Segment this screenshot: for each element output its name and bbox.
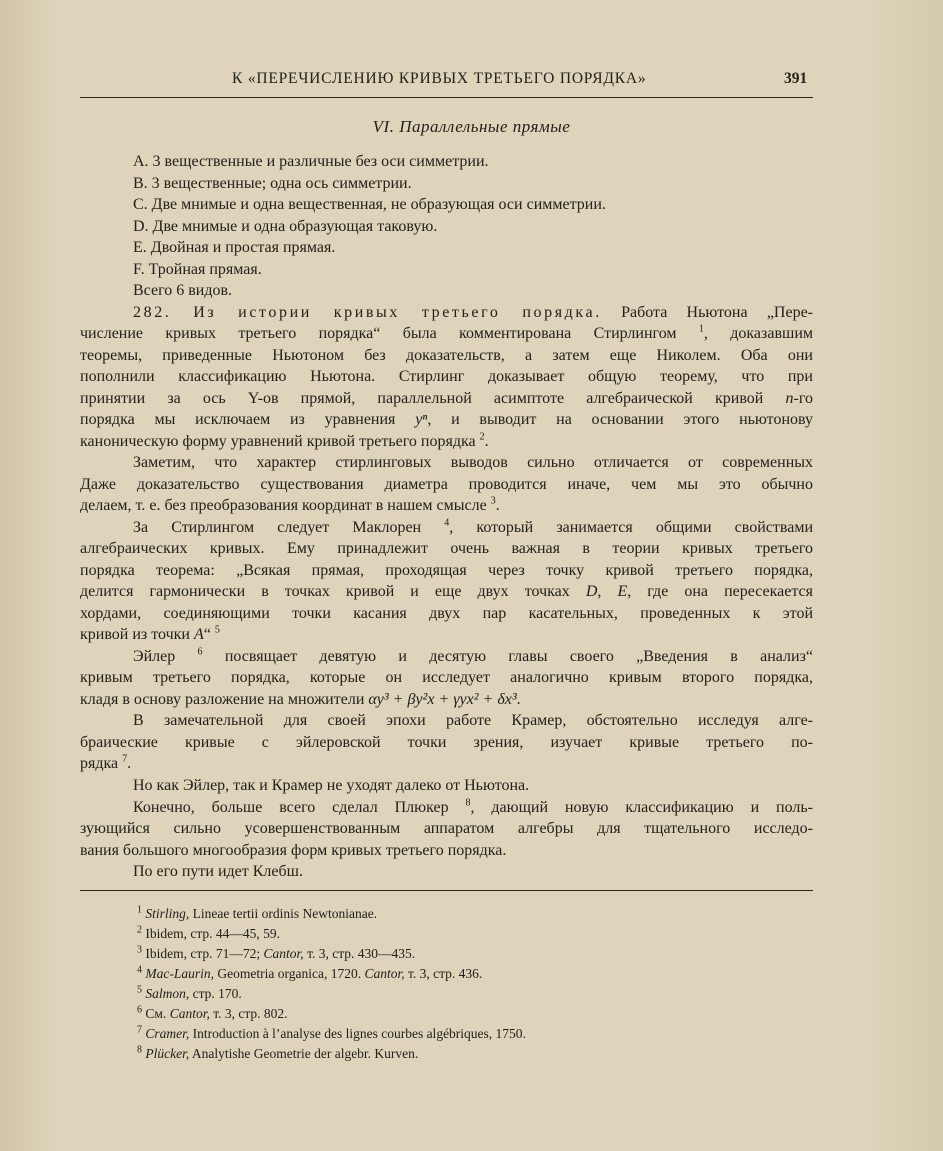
paragraph-line: принятии за ось Y-ов прямой, параллельной асимптоте алгебраической кривой n-го [80,389,813,407]
footnote-rule [80,890,813,891]
footnote-8: $^8$ Plücker, Analytishe Geometrie der algebr. Kurven. [137,1044,419,1061]
footnote-2: $^2$ Ibidem, стр. 44—45, 59. [137,924,281,941]
footnote-3: $^3$ Ibidem, стр. 71—72; Cantor, т. 3, стр. 430—435. [137,944,416,961]
paragraph-line: вания большого многообразия форм кривых третьего порядка. [80,841,507,859]
paragraph-line: кладя в основу разложение на множители αy³ + βy²x + γyx² + δx³. [80,690,521,708]
footnote-ref: 5 [214,624,220,636]
footnote-5: $^5$ Salmon, стр. 170. [137,984,242,1001]
paragraph-line: Эйлер $^6$ посвящает девятую и десятую главы своего „Введения в анализ“ [133,646,813,665]
header-rule [80,97,813,98]
page-number: 391 [784,70,808,87]
paragraph-line: порядка теорема: „Всякая прямая, проходящая через точку кривой третьего порядка, [80,561,813,579]
paragraph-line: Даже доказательство существования диаметра проводится иначе, чем мы это обычно [80,475,813,493]
footnote-ref: 2 [479,431,485,443]
paragraph-line: рядка $^7$. [80,754,132,773]
paragraph-line: Конечно, больше всего сделал Плюкер $^8$, дающий новую классификацию и поль- [133,797,813,816]
formula: αy³ + βy²x + γyx² + δx³ [368,690,517,708]
paragraph-line: кривой из точки A“ $^5$ [80,624,220,644]
footnote-4: $^4$ Mac-Laurin, Geometria organica, 1720. Cantor, т. 3, стр. 436. [137,964,483,981]
paragraph-line: зующийся сильно усовершенствованным аппаратом алгебры для тщательного исследо- [80,820,813,837]
footnote-ref: 4 [444,517,450,529]
running-title: К «ПЕРЕЧИСЛЕНИЮ КРИВЫХ ТРЕТЬЕГО ПОРЯДКА» [232,70,647,87]
paragraph-line: делится гармонически в точках кривой и еще двух точках D, E, где она пересекается [80,583,813,601]
section-heading: 282. Из истории кривых третьего порядка. [133,303,602,321]
paragraph-line: порядка мы исключаем из уравнения yⁿ, и выводит на основании этого ньютонову [80,411,813,429]
footnote-ref: 7 [122,754,128,766]
paragraph-line: делаем, т. е. без преобразования координат в нашем смысле $^3$. [80,495,500,515]
footnote-ref: 1 [698,324,704,335]
paragraph-line: хордами, соединяющими точки касания двух пар касательных, проведенных к этой [80,604,813,622]
footnote-ref: 6 [197,646,203,658]
paragraph-line: пополнили классификацию Ньютона. Стирлинг доказывает общую теорему, что при [80,368,813,386]
paragraph-line: Заметим, что характер стирлинговых выводов сильно отличается от современных [133,454,813,472]
type-item-b: B. 3 вещественные; одна ось симметрии. [133,174,412,192]
type-item-d: D. Две мнимые и одна образующая таковую. [133,217,438,235]
types-total: Всего 6 видов. [133,282,233,300]
footnote-1: $^1$ Stirling, Lineae tertii ordinis Newtonianae. [137,904,378,921]
paragraph-line: теоремы, приведенные Ньютоном без доказательств, а затем еще Николем. Оба они [80,346,813,364]
paragraph-line: каноническую форму уравнений кривой третьего порядка $^2$. [80,431,489,450]
type-item-e: E. Двойная и простая прямая. [133,239,336,257]
paragraph-line: По его пути идет Клебш. [133,863,303,880]
footnote-7: $^7$ Cramer, Introduction à l’analyse des lignes courbes algébriques, 1750. [137,1024,526,1041]
paragraph-line: В замечательной для своей эпохи работе Крамер, обстоятельно исследуя алге- [133,712,813,730]
paragraph-line: числение кривых третьего порядка“ была комментирована Стирлингом $^1$, доказавшим [80,324,813,343]
paragraph-line: 282. Из истории кривых третьего порядка. Работа Ньютона „Пере- [133,303,813,321]
paragraph-line: алгебраических кривых. Ему принадлежит очень важная в теории кривых третьего [80,540,813,558]
paragraph-line: За Стирлингом следует Маклорен $^4$, который занимается общими свойствами [133,517,813,536]
type-item-f: F. Тройная прямая. [133,260,262,278]
footnote-ref: 8 [465,797,471,809]
footnote-ref: 3 [490,495,496,507]
type-item-a: A. 3 вещественные и различные без оси симметрии. [133,153,489,170]
section-title: VI. Параллельные прямые [372,117,571,136]
footnote-6: $^6$ См. Cantor, т. 3, стр. 802. [137,1004,288,1021]
type-item-c: C. Две мнимые и одна вещественная, не образующая оси симметрии. [133,196,606,213]
paragraph-line: браические кривые с эйлеровской точки зрения, изучает кривые третьего по- [80,733,813,751]
paragraph-line: кривым третьего порядка, которые он исследует аналогично кривым второго порядка, [80,669,813,687]
paragraph-line: Но как Эйлер, так и Крамер не уходят далеко от Ньютона. [133,776,530,794]
